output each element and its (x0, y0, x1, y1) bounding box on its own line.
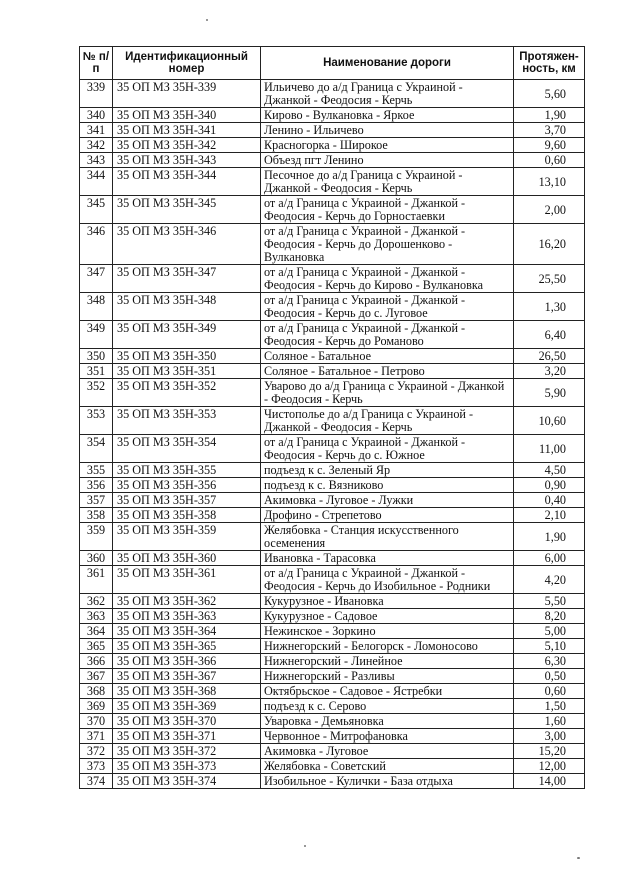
table-row (80, 265, 585, 293)
table-row (80, 138, 585, 153)
row-road-name: Акимовка - Луговое - Лужки (261, 493, 514, 508)
row-length: 9,60 (514, 138, 585, 153)
row-length: 0,50 (514, 669, 585, 684)
row-identifier: 35 ОП МЗ 35Н-362 (113, 594, 261, 609)
table-row (80, 478, 585, 493)
table-row (80, 508, 585, 523)
row-length: 6,00 (514, 551, 585, 566)
row-road-name: Ильичево до а/д Граница с Украиной - Джанкой - Феодосия - Керчь (261, 80, 514, 108)
row-length: 2,10 (514, 508, 585, 523)
row-number: 367 (80, 669, 113, 684)
table-row (80, 774, 585, 789)
table-header-row (80, 47, 585, 80)
row-length: 13,10 (514, 168, 585, 196)
row-road-name: Акимовка - Луговое (261, 744, 514, 759)
row-road-name: Желябовка - Станция искусственного осеменения (261, 523, 514, 551)
row-length: 1,90 (514, 523, 585, 551)
table-row (80, 759, 585, 774)
row-length: 1,60 (514, 714, 585, 729)
row-identifier: 35 ОП МЗ 35Н-340 (113, 108, 261, 123)
row-identifier: 35 ОП МЗ 35Н-367 (113, 669, 261, 684)
row-number: 352 (80, 379, 113, 407)
row-identifier: 35 ОП МЗ 35Н-374 (113, 774, 261, 789)
row-road-name: подъезд к с. Серово (261, 699, 514, 714)
row-road-name: от а/д Граница с Украиной - Джанкой - Феодосия - Керчь до Романово (261, 321, 514, 349)
table-row (80, 379, 585, 407)
row-number: 369 (80, 699, 113, 714)
table-row (80, 566, 585, 594)
row-length: 8,20 (514, 609, 585, 624)
row-road-name: Ивановка - Тарасовка (261, 551, 514, 566)
row-number: 348 (80, 293, 113, 321)
row-road-name: Нижнегорский - Линейное (261, 654, 514, 669)
row-identifier: 35 ОП МЗ 35Н-342 (113, 138, 261, 153)
table-row (80, 654, 585, 669)
row-identifier: 35 ОП МЗ 35Н-364 (113, 624, 261, 639)
table-row (80, 123, 585, 138)
row-road-name: подъезд к с. Вязниково (261, 478, 514, 493)
row-length: 1,50 (514, 699, 585, 714)
row-length: 12,00 (514, 759, 585, 774)
row-identifier: 35 ОП МЗ 35Н-346 (113, 224, 261, 265)
row-identifier: 35 ОП МЗ 35Н-341 (113, 123, 261, 138)
table-body (80, 80, 585, 789)
row-road-name: Червонное - Митрофановка (261, 729, 514, 744)
row-number: 349 (80, 321, 113, 349)
row-road-name: Песочное до а/д Граница с Украиной - Джанкой - Феодосия - Керчь (261, 168, 514, 196)
table-row (80, 224, 585, 265)
row-length: 0,40 (514, 493, 585, 508)
row-identifier: 35 ОП МЗ 35Н-359 (113, 523, 261, 551)
row-road-name: Нежинское - Зоркино (261, 624, 514, 639)
row-number: 360 (80, 551, 113, 566)
table-row (80, 321, 585, 349)
row-identifier: 35 ОП МЗ 35Н-354 (113, 435, 261, 463)
table-row (80, 624, 585, 639)
row-number: 339 (80, 80, 113, 108)
row-identifier: 35 ОП МЗ 35Н-366 (113, 654, 261, 669)
table-row (80, 463, 585, 478)
table-row (80, 609, 585, 624)
row-road-name: Чистополье до а/д Граница с Украиной - Джанкой - Феодосия - Керчь (261, 407, 514, 435)
row-length: 6,40 (514, 321, 585, 349)
row-road-name: Соляное - Батальное (261, 349, 514, 364)
table-row (80, 744, 585, 759)
row-length: 3,20 (514, 364, 585, 379)
row-number: 372 (80, 744, 113, 759)
row-identifier: 35 ОП МЗ 35Н-353 (113, 407, 261, 435)
row-identifier: 35 ОП МЗ 35Н-352 (113, 379, 261, 407)
row-number: 354 (80, 435, 113, 463)
row-identifier: 35 ОП МЗ 35Н-370 (113, 714, 261, 729)
row-road-name: Изобильное - Кулички - База отдыха (261, 774, 514, 789)
row-road-name: Дрофино - Стрепетово (261, 508, 514, 523)
table-row (80, 407, 585, 435)
scan-speck (206, 19, 208, 21)
table-row (80, 108, 585, 123)
row-identifier: 35 ОП МЗ 35Н-345 (113, 196, 261, 224)
row-length: 3,00 (514, 729, 585, 744)
row-road-name: Нижнегорский - Разливы (261, 669, 514, 684)
row-number: 351 (80, 364, 113, 379)
table-row (80, 639, 585, 654)
row-identifier: 35 ОП МЗ 35Н-339 (113, 80, 261, 108)
row-length: 0,60 (514, 153, 585, 168)
row-road-name: Уваровка - Демьяновка (261, 714, 514, 729)
table-row (80, 168, 585, 196)
row-length: 1,30 (514, 293, 585, 321)
row-identifier: 35 ОП МЗ 35Н-372 (113, 744, 261, 759)
row-identifier: 35 ОП МЗ 35Н-373 (113, 759, 261, 774)
row-road-name: Октябрьское - Садовое - Ястребки (261, 684, 514, 699)
row-number: 365 (80, 639, 113, 654)
table-row (80, 699, 585, 714)
row-road-name: Нижнегорский - Белогорск - Ломоносово (261, 639, 514, 654)
row-identifier: 35 ОП МЗ 35Н-349 (113, 321, 261, 349)
row-length: 0,90 (514, 478, 585, 493)
row-identifier: 35 ОП МЗ 35Н-348 (113, 293, 261, 321)
row-length: 1,90 (514, 108, 585, 123)
table-row (80, 293, 585, 321)
row-identifier: 35 ОП МЗ 35Н-344 (113, 168, 261, 196)
row-identifier: 35 ОП МЗ 35Н-343 (113, 153, 261, 168)
row-length: 14,00 (514, 774, 585, 789)
row-number: 362 (80, 594, 113, 609)
row-identifier: 35 ОП МЗ 35Н-361 (113, 566, 261, 594)
row-identifier: 35 ОП МЗ 35Н-351 (113, 364, 261, 379)
row-road-name: от а/д Граница с Украиной - Джанкой - Феодосия - Керчь до Изобильное - Родники (261, 566, 514, 594)
row-length: 0,60 (514, 684, 585, 699)
table-row (80, 684, 585, 699)
row-number: 341 (80, 123, 113, 138)
row-road-name: от а/д Граница с Украиной - Джанкой - Феодосия - Керчь до Кирово - Вулкановка (261, 265, 514, 293)
scan-speck (304, 845, 306, 847)
row-identifier: 35 ОП МЗ 35Н-347 (113, 265, 261, 293)
row-length: 26,50 (514, 349, 585, 364)
row-number: 370 (80, 714, 113, 729)
row-number: 359 (80, 523, 113, 551)
row-number: 347 (80, 265, 113, 293)
row-length: 5,50 (514, 594, 585, 609)
row-identifier: 35 ОП МЗ 35Н-356 (113, 478, 261, 493)
row-number: 340 (80, 108, 113, 123)
table-row (80, 435, 585, 463)
row-number: 342 (80, 138, 113, 153)
row-number: 355 (80, 463, 113, 478)
row-number: 364 (80, 624, 113, 639)
header-identifier: Идентификационный номер (113, 47, 261, 80)
row-number: 353 (80, 407, 113, 435)
row-identifier: 35 ОП МЗ 35Н-363 (113, 609, 261, 624)
roads-table (79, 46, 585, 789)
row-number: 357 (80, 493, 113, 508)
table-row (80, 493, 585, 508)
header-number: № п/п (80, 47, 113, 80)
header-length: Протяжен-ность, км (514, 47, 585, 80)
table-row (80, 364, 585, 379)
table-row (80, 594, 585, 609)
row-length: 15,20 (514, 744, 585, 759)
row-length: 10,60 (514, 407, 585, 435)
row-road-name: Ленино - Ильичево (261, 123, 514, 138)
table-row (80, 551, 585, 566)
row-length: 6,30 (514, 654, 585, 669)
row-road-name: от а/д Граница с Украиной - Джанкой - Феодосия - Керчь до с. Южное (261, 435, 514, 463)
row-road-name: Уварово до а/д Граница с Украиной - Джанкой - Феодосия - Керчь (261, 379, 514, 407)
row-length: 5,10 (514, 639, 585, 654)
row-number: 368 (80, 684, 113, 699)
row-road-name: Кукурузное - Садовое (261, 609, 514, 624)
row-number: 356 (80, 478, 113, 493)
scan-speck (577, 857, 580, 859)
row-identifier: 35 ОП МЗ 35Н-368 (113, 684, 261, 699)
row-road-name: Объезд пгт Ленино (261, 153, 514, 168)
table-row (80, 669, 585, 684)
row-road-name: от а/д Граница с Украиной - Джанкой - Феодосия - Керчь до Горностаевки (261, 196, 514, 224)
row-road-name: Желябовка - Советский (261, 759, 514, 774)
row-number: 345 (80, 196, 113, 224)
row-identifier: 35 ОП МЗ 35Н-371 (113, 729, 261, 744)
row-length: 5,00 (514, 624, 585, 639)
row-identifier: 35 ОП МЗ 35Н-369 (113, 699, 261, 714)
row-number: 361 (80, 566, 113, 594)
row-road-name: от а/д Граница с Украиной - Джанкой - Феодосия - Керчь до Дорошенково - Вулкановка (261, 224, 514, 265)
row-road-name: Кирово - Вулкановка - Яркое (261, 108, 514, 123)
row-road-name: от а/д Граница с Украиной - Джанкой - Феодосия - Керчь до с. Луговое (261, 293, 514, 321)
row-identifier: 35 ОП МЗ 35Н-358 (113, 508, 261, 523)
row-number: 343 (80, 153, 113, 168)
row-length: 4,50 (514, 463, 585, 478)
row-length: 3,70 (514, 123, 585, 138)
table-row (80, 196, 585, 224)
row-length: 2,00 (514, 196, 585, 224)
row-road-name: Красногорка - Широкое (261, 138, 514, 153)
row-length: 25,50 (514, 265, 585, 293)
table-row (80, 80, 585, 108)
header-road-name: Наименование дороги (261, 47, 514, 80)
row-length: 4,20 (514, 566, 585, 594)
table-row (80, 153, 585, 168)
row-number: 358 (80, 508, 113, 523)
row-length: 11,00 (514, 435, 585, 463)
table-row (80, 523, 585, 551)
row-number: 350 (80, 349, 113, 364)
row-road-name: подъезд к с. Зеленый Яр (261, 463, 514, 478)
row-number: 371 (80, 729, 113, 744)
row-identifier: 35 ОП МЗ 35Н-350 (113, 349, 261, 364)
table-row (80, 729, 585, 744)
row-identifier: 35 ОП МЗ 35Н-357 (113, 493, 261, 508)
row-length: 5,60 (514, 80, 585, 108)
row-length: 5,90 (514, 379, 585, 407)
row-number: 373 (80, 759, 113, 774)
table-row (80, 714, 585, 729)
row-identifier: 35 ОП МЗ 35Н-360 (113, 551, 261, 566)
row-number: 374 (80, 774, 113, 789)
table-row (80, 349, 585, 364)
row-number: 366 (80, 654, 113, 669)
row-identifier: 35 ОП МЗ 35Н-365 (113, 639, 261, 654)
row-road-name: Соляное - Батальное - Петрово (261, 364, 514, 379)
row-length: 16,20 (514, 224, 585, 265)
row-road-name: Кукурузное - Ивановка (261, 594, 514, 609)
row-number: 363 (80, 609, 113, 624)
row-identifier: 35 ОП МЗ 35Н-355 (113, 463, 261, 478)
row-number: 344 (80, 168, 113, 196)
row-number: 346 (80, 224, 113, 265)
